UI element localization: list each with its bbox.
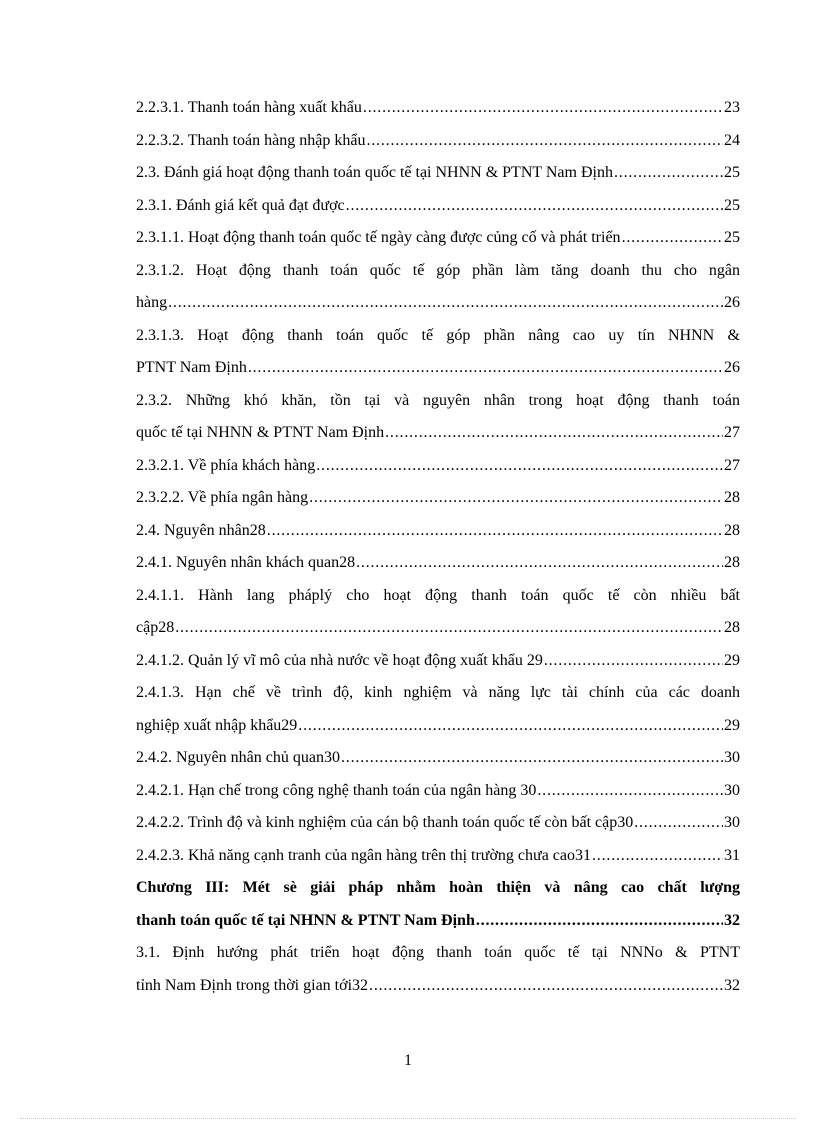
toc-entry-title: 2.4.2.3. Khả năng cạnh tranh của ngân hàng trên thị trường chưa cao31 <box>136 846 591 864</box>
toc-entry-title: 2.4.2. Nguyên nhân chủ quan30 <box>136 749 340 766</box>
toc-entry[interactable] <box>136 677 740 742</box>
toc-entry-title: 2.2.3.2. Thanh toán hàng nhập khẩu <box>136 131 366 149</box>
toc-entry-page: 23 <box>724 99 740 116</box>
toc-entry[interactable] <box>136 92 740 125</box>
dot-leader <box>369 970 723 1003</box>
toc-entry-title-line1: 2.3.2. Những khó khăn, tồn tại và nguyên nhân trong hoạt động thanh toán <box>136 391 740 409</box>
dot-leader <box>168 287 723 320</box>
toc-entry[interactable] <box>136 807 740 840</box>
toc-entry-page: 28 <box>724 521 740 539</box>
toc-entry[interactable] <box>136 515 740 548</box>
table-of-contents <box>136 92 740 1002</box>
toc-entry-page: 26 <box>724 294 740 311</box>
toc-entry-title-line1: 2.3.1.2. Hoạt động thanh toán quốc tế góp phần làm tăng doanh thu cho ngân <box>136 261 740 279</box>
toc-entry-page: 31 <box>724 846 740 864</box>
dot-leader <box>341 742 723 775</box>
toc-entry-title: 2.3.2.2. Về phía ngân hàng <box>136 489 309 506</box>
toc-entry[interactable] <box>136 645 740 678</box>
toc-entry[interactable] <box>136 580 740 645</box>
dot-leader <box>544 645 723 678</box>
toc-entry[interactable] <box>136 320 740 385</box>
toc-entry-title: 2.4. Nguyên nhân28 <box>136 521 266 539</box>
toc-entry-page: 25 <box>724 229 740 246</box>
toc-entry-page: 28 <box>724 619 740 636</box>
toc-entry[interactable] <box>136 190 740 223</box>
toc-entry-title: 2.2.3.1. Thanh toán hàng xuất khẩu <box>136 99 362 116</box>
toc-entry-page: 25 <box>724 196 740 214</box>
toc-entry[interactable] <box>136 385 740 450</box>
toc-entry-title: 2.3.1. Đánh giá kết quả đạt được <box>136 196 345 214</box>
toc-entry-page: 27 <box>724 424 740 441</box>
toc-entry[interactable] <box>136 450 740 483</box>
toc-entry-page: 32 <box>724 911 740 929</box>
toc-entry-chapter[interactable] <box>136 872 740 937</box>
toc-entry-page: 24 <box>724 131 740 149</box>
dot-leader <box>622 222 723 255</box>
toc-entry[interactable] <box>136 742 740 775</box>
toc-entry-page: 30 <box>724 749 740 766</box>
dot-leader <box>634 807 723 840</box>
toc-entry[interactable] <box>136 157 740 190</box>
toc-entry-title-line1: 2.3.1.3. Hoạt động thanh toán quốc tế góp phần nâng cao uy tín NHNN & <box>136 326 740 344</box>
toc-entry-title-line1: 3.1. Định hướng phát triển hoạt động thanh toán quốc tế tại NNNo & PTNT <box>136 944 740 961</box>
toc-entry[interactable] <box>136 482 740 515</box>
toc-entry-title: 2.3.2.1. Về phía khách hàng <box>136 456 316 474</box>
dot-leader <box>614 157 723 190</box>
dot-leader <box>476 905 723 938</box>
toc-entry-title: tỉnh Nam Định trong thời gian tới32 <box>136 976 369 994</box>
toc-entry[interactable] <box>136 937 740 1002</box>
toc-entry-page: 26 <box>724 359 740 376</box>
toc-entry-page: 32 <box>724 976 740 994</box>
toc-entry-title-line1: 2.4.1.3. Hạn chế về trình độ, kinh nghiệm và năng lực tài chính của các doanh <box>136 684 740 701</box>
toc-entry-page: 30 <box>724 781 740 799</box>
toc-entry-title: thanh toán quốc tế tại NHNN & PTNT Nam Định <box>136 911 475 929</box>
toc-entry-title: PTNT Nam Định <box>136 359 247 376</box>
toc-entry-title: 2.4.1. Nguyên nhân khách quan28 <box>136 554 356 571</box>
toc-entry-page: 27 <box>724 456 740 474</box>
toc-entry-title: nghiệp xuất nhập khẩu29 <box>136 716 298 734</box>
toc-entry[interactable] <box>136 255 740 320</box>
toc-entry-title: hàng <box>136 294 168 311</box>
dot-leader <box>175 612 723 645</box>
toc-entry-title: quốc tế tại NHNN & PTNT Nam Định <box>136 424 385 441</box>
dot-leader <box>267 515 723 548</box>
dot-leader <box>309 482 723 515</box>
toc-entry[interactable] <box>136 547 740 580</box>
toc-entry-title: 2.4.1.2. Quản lý vĩ mô của nhà nước về hoạt động xuất khẩu 29 <box>136 651 543 669</box>
dot-leader <box>366 125 723 158</box>
toc-entry[interactable] <box>136 840 740 873</box>
dot-leader <box>298 710 723 743</box>
toc-entry-title-line1: 2.4.1.1. Hành lang pháplý cho hoạt động thanh toán quốc tế còn nhiều bất <box>136 586 740 604</box>
toc-entry-title: 2.3.1.1. Hoạt động thanh toán quốc tế ngày càng được củng cố và phát triển <box>136 229 621 246</box>
dot-leader <box>592 840 723 873</box>
toc-entry-page: 29 <box>724 716 740 734</box>
dot-leader <box>356 547 723 580</box>
toc-entry-title: 2.3. Đánh giá hoạt động thanh toán quốc tế tại NHNN & PTNT Nam Định <box>136 164 613 181</box>
dot-leader <box>316 450 723 483</box>
toc-entry-title: 2.4.2.1. Hạn chế trong công nghệ thanh toán của ngân hàng 30 <box>136 781 537 799</box>
toc-entry-page: 28 <box>724 554 740 571</box>
dot-leader <box>346 190 723 223</box>
toc-entry[interactable] <box>136 222 740 255</box>
toc-entry-title-line1: Chương III: Mét sè giải pháp nhằm hoàn thiện và nâng cao chất lượng <box>136 879 740 896</box>
toc-entry-page: 30 <box>724 814 740 831</box>
dot-leader <box>385 417 723 450</box>
toc-entry-page: 25 <box>724 164 740 181</box>
toc-entry-page: 28 <box>724 489 740 506</box>
dot-leader <box>363 92 723 125</box>
dot-leader <box>537 775 723 808</box>
page-number: 1 <box>404 1052 412 1069</box>
toc-entry[interactable] <box>136 125 740 158</box>
toc-entry-page: 29 <box>724 651 740 669</box>
toc-entry[interactable] <box>136 775 740 808</box>
dot-leader <box>248 352 723 385</box>
page-bottom-divider <box>20 1118 796 1119</box>
toc-entry-title: cập28 <box>136 619 175 636</box>
toc-entry-title: 2.4.2.2. Trình độ và kinh nghiệm của cán bộ thanh toán quốc tế còn bất cập30 <box>136 814 634 831</box>
